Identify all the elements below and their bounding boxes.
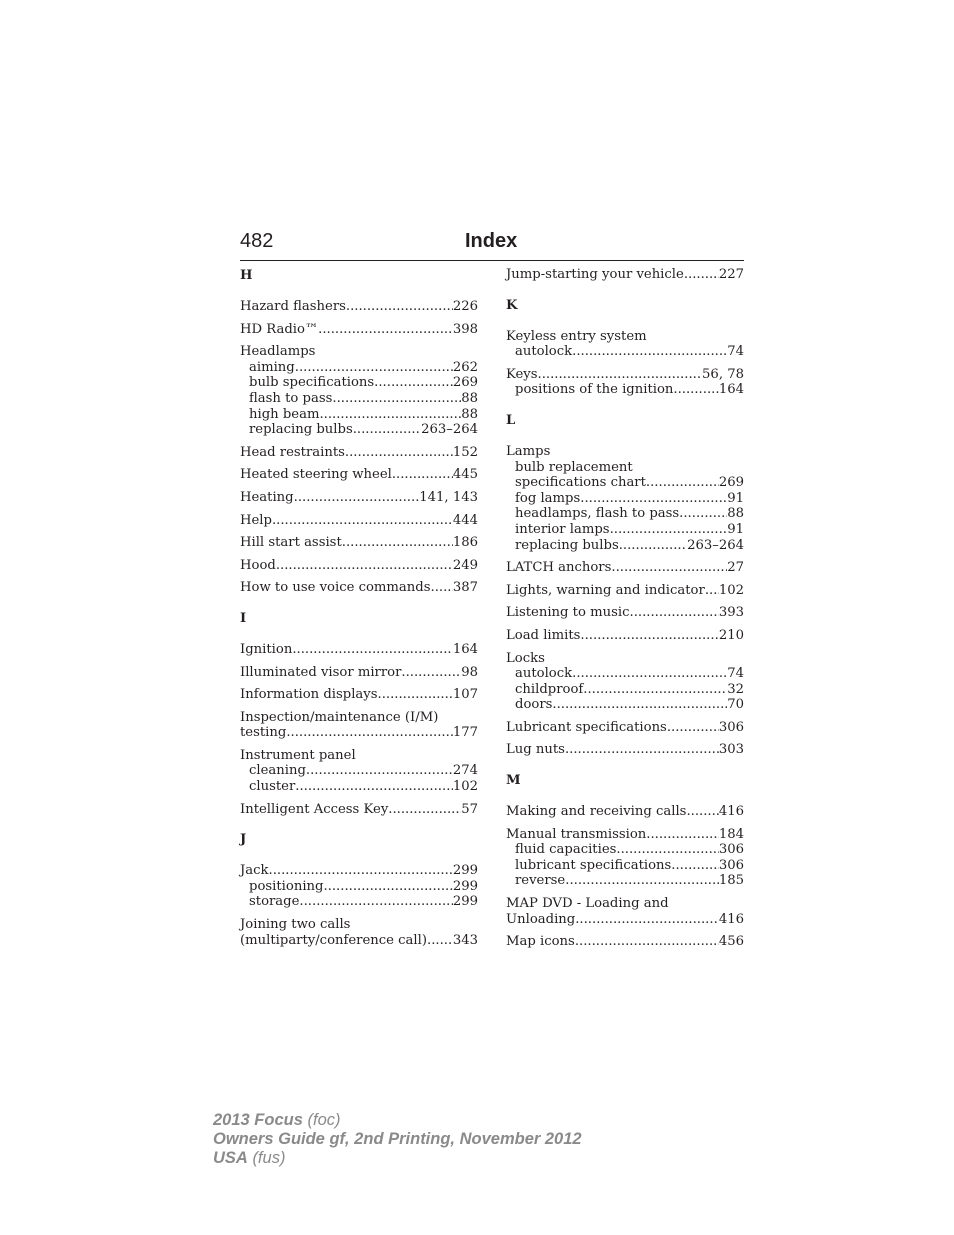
footer-model-code: (foc) xyxy=(307,1111,341,1129)
index-subentry xyxy=(240,360,478,376)
index-entry-line xyxy=(240,299,478,315)
entry-term: aiming xyxy=(249,359,295,375)
index-entry xyxy=(240,558,478,574)
page-reference: 299 xyxy=(452,878,478,894)
entry-term: Load limits xyxy=(506,627,581,643)
entry-term: HD Radio™ xyxy=(240,321,319,337)
index-subentry xyxy=(506,491,744,507)
index-subentry xyxy=(506,538,744,554)
index-entry xyxy=(240,299,478,315)
leader-dots xyxy=(294,490,420,506)
page-reference: 249 xyxy=(452,557,478,573)
leader-dots xyxy=(392,467,453,483)
index-subentry xyxy=(506,697,744,713)
index-subentry xyxy=(506,506,744,522)
entry-term: Map icons xyxy=(506,934,575,950)
index-entry-line xyxy=(240,445,478,461)
leader-dots xyxy=(679,506,727,522)
index-section-letter: I xyxy=(240,610,247,626)
footer-model: 2013 Focus xyxy=(213,1111,303,1129)
page-reference: 299 xyxy=(452,894,478,910)
entry-term: bulb specifications xyxy=(249,375,375,391)
page-reference: 306 xyxy=(718,719,744,735)
entry-term: Lights, warning and indicator xyxy=(506,582,705,598)
entry-term: autolock xyxy=(515,344,573,360)
entry-term: interior lamps xyxy=(515,521,610,537)
footer-region-code: (fus) xyxy=(252,1149,286,1167)
page-reference: 102 xyxy=(452,779,478,795)
leader-dots xyxy=(332,391,461,407)
index-entry-line xyxy=(240,642,478,658)
index-section-letter: M xyxy=(506,773,521,789)
page-reference: 98 xyxy=(461,664,478,680)
entry-term: Heating xyxy=(240,489,294,505)
page-reference: 306 xyxy=(718,857,744,873)
index-entry xyxy=(506,804,744,820)
index-entry-line xyxy=(506,896,744,912)
entry-term: positions of the ignition xyxy=(515,382,674,398)
page-reference: 184 xyxy=(718,826,744,842)
index-entry-line xyxy=(240,467,478,483)
leader-dots xyxy=(323,879,452,895)
entry-term: Jump-starting your vehicle xyxy=(506,267,684,282)
entry-term: Manual transmission xyxy=(506,826,647,842)
index-entry-line xyxy=(506,605,744,621)
index-entry-line xyxy=(240,748,478,764)
leader-dots xyxy=(565,742,719,758)
index-section-letter: J xyxy=(240,832,247,848)
index-subentry xyxy=(240,407,478,423)
index-entry xyxy=(240,344,478,438)
index-subentry xyxy=(240,375,478,391)
page-reference: 74 xyxy=(727,344,744,360)
page-reference: 226 xyxy=(452,299,478,314)
leader-dots xyxy=(616,842,718,858)
entry-term: cleaning xyxy=(249,763,306,779)
index-entry-line xyxy=(506,367,744,383)
index-entry xyxy=(240,490,478,506)
index-entry xyxy=(240,710,478,741)
entry-term: Lug nuts xyxy=(506,742,565,758)
page-footer xyxy=(213,1111,582,1168)
page-reference: 416 xyxy=(718,911,744,927)
page-reference: 164 xyxy=(718,382,744,398)
leader-dots xyxy=(572,666,727,682)
index-entry xyxy=(240,513,478,529)
footer-region: USA xyxy=(213,1149,248,1167)
index-entry-line xyxy=(240,725,478,741)
page-header xyxy=(240,228,744,261)
index-entry-line xyxy=(506,444,744,460)
entry-term: Information displays xyxy=(240,687,378,703)
entry-term: childproof xyxy=(515,681,584,697)
leader-dots xyxy=(572,344,727,360)
entry-term: Hood xyxy=(240,557,276,573)
index-entry xyxy=(240,665,478,681)
index-entry-line xyxy=(240,665,478,681)
footer-line-1 xyxy=(213,1111,582,1130)
leader-dots xyxy=(646,827,719,843)
index-entry xyxy=(506,651,744,713)
entry-term: high beam xyxy=(249,406,320,422)
page-reference: 416 xyxy=(718,804,744,820)
index-entry-line xyxy=(240,322,478,338)
page-reference: 269 xyxy=(452,375,478,391)
leader-dots xyxy=(342,535,453,551)
entry-term: Unloading xyxy=(506,911,576,927)
index-subentry xyxy=(506,873,744,889)
leader-dots xyxy=(619,538,687,554)
index-entry xyxy=(240,322,478,338)
index-entry xyxy=(506,934,744,950)
entry-term: MAP DVD - Loading and xyxy=(506,896,669,912)
index-entry-line xyxy=(240,933,478,949)
index-entry xyxy=(506,583,744,599)
index-entry-line xyxy=(506,934,744,950)
leader-dots xyxy=(684,267,719,283)
page-reference: 91 xyxy=(727,521,744,537)
entry-term: testing xyxy=(240,725,287,741)
page-reference: 56, 78 xyxy=(702,366,744,382)
leader-dots xyxy=(565,873,719,889)
index-entry xyxy=(240,445,478,461)
entry-term: Keys xyxy=(506,366,538,382)
index-subentry xyxy=(240,422,478,438)
index-entry xyxy=(240,802,478,818)
index-entry xyxy=(506,444,744,553)
index-section-letter: K xyxy=(506,297,518,313)
index-entry xyxy=(240,642,478,658)
leader-dots xyxy=(345,445,453,461)
page-reference: 343 xyxy=(452,932,478,948)
page-reference: 186 xyxy=(452,535,478,551)
leader-dots xyxy=(427,933,453,949)
index-entry xyxy=(506,605,744,621)
page-reference: 177 xyxy=(452,725,478,741)
leader-dots xyxy=(580,628,718,644)
index-entry-line xyxy=(506,560,744,576)
index-entry-line xyxy=(240,535,478,551)
leader-dots xyxy=(276,558,453,574)
entry-term: replacing bulbs xyxy=(515,537,619,553)
page-reference: 88 xyxy=(461,406,478,422)
page-reference: 387 xyxy=(452,580,478,596)
entry-term: reverse xyxy=(515,873,566,889)
leader-dots xyxy=(378,687,453,703)
footer-line-3 xyxy=(213,1149,582,1168)
index-entry xyxy=(506,742,744,758)
leader-dots xyxy=(583,682,727,698)
index-entry-line xyxy=(506,742,744,758)
page-reference: 398 xyxy=(452,321,478,337)
page-reference: 88 xyxy=(727,506,744,522)
index-entry-line xyxy=(240,917,478,933)
entry-term: Head restraints xyxy=(240,444,345,460)
index-entry-line xyxy=(506,912,744,928)
leader-dots xyxy=(388,802,461,818)
index-entry-line xyxy=(506,329,744,345)
page-reference: 445 xyxy=(452,467,478,483)
page-reference: 91 xyxy=(727,490,744,506)
leader-dots xyxy=(538,367,703,383)
entry-term: replacing bulbs xyxy=(249,422,353,438)
entry-term: Instrument panel xyxy=(240,747,356,763)
leader-dots xyxy=(286,725,453,741)
page-reference: 74 xyxy=(727,666,744,682)
entry-term: Help xyxy=(240,512,272,528)
entry-term: Keyless entry system xyxy=(506,328,647,344)
index-entry xyxy=(506,720,744,736)
index-entry xyxy=(240,687,478,703)
entry-term: positioning xyxy=(249,878,324,894)
page-title: Index xyxy=(465,230,518,252)
index-entry-line xyxy=(240,802,478,818)
index-entry xyxy=(240,748,478,795)
entry-term: Jack xyxy=(240,863,269,879)
footer-guide: Owners Guide gf, 2nd Printing, November 2012 xyxy=(213,1130,582,1148)
page-reference: 152 xyxy=(452,444,478,460)
index-subentry xyxy=(240,879,478,895)
leader-dots xyxy=(610,522,728,538)
index-subentry xyxy=(506,475,744,491)
entry-term: fog lamps xyxy=(515,490,581,506)
entry-term: doors xyxy=(515,697,553,713)
index-entry-line xyxy=(506,651,744,667)
entry-term: Making and receiving calls xyxy=(506,804,687,820)
entry-term: Heated steering wheel xyxy=(240,467,392,483)
index-entry xyxy=(506,896,744,927)
leader-dots xyxy=(272,513,453,529)
leader-dots xyxy=(575,934,719,950)
index-entry-line xyxy=(506,827,744,843)
page-reference: 269 xyxy=(718,475,744,491)
entry-term: How to use voice commands xyxy=(240,580,431,596)
index-entry xyxy=(506,267,744,283)
page-reference: 306 xyxy=(718,842,744,858)
page-reference: 107 xyxy=(452,687,478,703)
index-entry-line xyxy=(506,804,744,820)
index-section-letter: L xyxy=(506,412,516,428)
leader-dots xyxy=(295,779,453,795)
leader-dots xyxy=(580,491,727,507)
index-entry-line xyxy=(240,580,478,596)
entry-term: Hazard flashers xyxy=(240,299,346,314)
index-entry xyxy=(240,580,478,596)
page-reference: 32 xyxy=(727,681,744,697)
index-entry-line xyxy=(506,267,744,283)
entry-term: Ignition xyxy=(240,641,293,657)
leader-dots xyxy=(401,665,461,681)
leader-dots xyxy=(306,763,453,779)
leader-dots xyxy=(292,642,453,658)
leader-dots xyxy=(575,912,719,928)
leader-dots xyxy=(319,407,461,423)
leader-dots xyxy=(667,720,719,736)
entry-term: Intelligent Access Key xyxy=(240,801,389,817)
index-entry-line xyxy=(506,720,744,736)
index-subentry xyxy=(506,460,744,476)
page-reference: 88 xyxy=(461,390,478,406)
index-entry-line xyxy=(240,687,478,703)
entry-term: headlamps, flash to pass xyxy=(515,506,680,522)
index-subentry xyxy=(240,779,478,795)
index-section-letter: H xyxy=(240,268,253,283)
index-column-left xyxy=(240,267,478,955)
entry-term: specifications chart xyxy=(515,475,646,491)
index-subentry xyxy=(506,682,744,698)
index-entry-line xyxy=(240,558,478,574)
page-reference: 274 xyxy=(452,763,478,779)
leader-dots xyxy=(431,580,453,596)
entry-term: LATCH anchors xyxy=(506,560,612,576)
page-reference: 262 xyxy=(452,359,478,375)
index-entry-line xyxy=(506,628,744,644)
index-subentry xyxy=(240,894,478,910)
leader-dots xyxy=(552,697,727,713)
leader-dots xyxy=(673,382,718,398)
leader-dots xyxy=(353,422,421,438)
leader-dots xyxy=(374,375,453,391)
leader-dots xyxy=(295,360,453,376)
index-entry xyxy=(506,367,744,398)
entry-term: Lamps xyxy=(506,443,551,459)
page-reference: 27 xyxy=(727,560,744,576)
index-entry xyxy=(506,628,744,644)
entry-term: bulb replacement xyxy=(515,459,633,475)
index-entry-line xyxy=(240,863,478,879)
index-subentry xyxy=(506,522,744,538)
leader-dots xyxy=(630,605,719,621)
entry-term: autolock xyxy=(515,666,573,682)
entry-term: cluster xyxy=(249,779,296,795)
page-reference: 444 xyxy=(452,512,478,528)
index-entry-line xyxy=(240,344,478,360)
page-reference: 141, 143 xyxy=(419,489,478,505)
page-reference: 299 xyxy=(452,863,478,879)
page-reference: 70 xyxy=(727,697,744,713)
index-entry xyxy=(240,917,478,948)
page-reference: 210 xyxy=(718,627,744,643)
page-reference: 303 xyxy=(718,742,744,758)
index-entry xyxy=(506,329,744,360)
index-subentry xyxy=(240,763,478,779)
leader-dots xyxy=(705,583,719,599)
leader-dots xyxy=(646,475,719,491)
entry-term: Locks xyxy=(506,650,545,666)
page-reference: 102 xyxy=(718,582,744,598)
entry-term: Headlamps xyxy=(240,344,316,360)
page-reference: 456 xyxy=(718,934,744,950)
entry-term: Listening to music xyxy=(506,605,630,621)
page-reference: 164 xyxy=(452,641,478,657)
leader-dots xyxy=(346,299,453,315)
entry-term: lubricant specifications xyxy=(515,857,672,873)
index-entry xyxy=(240,863,478,910)
leader-dots xyxy=(611,560,727,576)
index-subentry xyxy=(506,344,744,360)
index-subentry xyxy=(506,858,744,874)
page-reference: 263–264 xyxy=(687,537,744,553)
index-entry-line xyxy=(240,513,478,529)
entry-term: (multiparty/conference call) xyxy=(240,932,427,948)
footer-line-2 xyxy=(213,1130,582,1149)
index-subentry xyxy=(506,842,744,858)
entry-term: storage xyxy=(249,894,300,910)
index-entry-line xyxy=(506,583,744,599)
index-entry-line xyxy=(240,710,478,726)
index-entry-line xyxy=(240,490,478,506)
page-reference: 57 xyxy=(461,801,478,817)
page-reference: 263–264 xyxy=(421,422,478,438)
entry-term: Lubricant specifications xyxy=(506,719,667,735)
leader-dots xyxy=(269,863,453,879)
entry-term: fluid capacities xyxy=(515,842,617,858)
entry-term: Joining two calls xyxy=(240,917,351,933)
page-reference: 185 xyxy=(718,873,744,889)
page-number: 482 xyxy=(240,230,274,252)
index-subentry xyxy=(506,666,744,682)
leader-dots xyxy=(318,322,453,338)
entry-term: Inspection/maintenance (I/M) xyxy=(240,709,439,725)
entry-term: flash to pass xyxy=(249,390,333,406)
index-entry xyxy=(506,827,744,889)
page-reference: 227 xyxy=(718,267,744,282)
entry-term: Hill start assist xyxy=(240,535,342,551)
leader-dots xyxy=(671,858,719,874)
index-subentry xyxy=(506,382,744,398)
entry-term: Illuminated visor mirror xyxy=(240,664,402,680)
index-entry xyxy=(240,467,478,483)
leader-dots xyxy=(299,894,452,910)
index-subentry xyxy=(240,391,478,407)
index-entry xyxy=(506,560,744,576)
index-column-right xyxy=(506,267,744,957)
index-entry xyxy=(240,535,478,551)
page-reference: 393 xyxy=(718,605,744,621)
leader-dots xyxy=(686,804,718,820)
